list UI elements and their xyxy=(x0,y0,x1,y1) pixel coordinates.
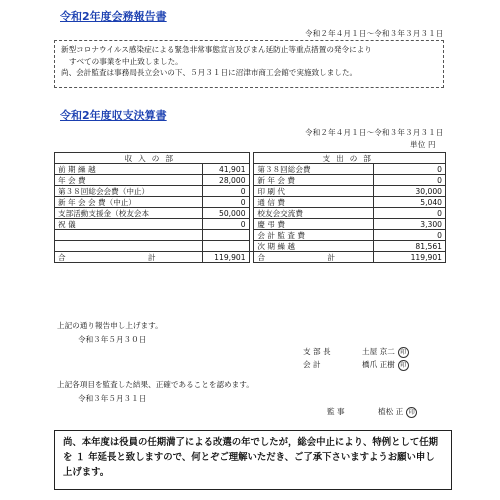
income-total-label: 合 計 xyxy=(55,252,203,263)
expense-value: 3,300 xyxy=(374,219,446,230)
income-value xyxy=(202,230,249,241)
auditor-name-row xyxy=(378,406,417,418)
expense-header: 支出の部 xyxy=(254,153,446,164)
income-total-value: 119,901 xyxy=(202,252,249,263)
expense-label: 会 計 監 査 費 xyxy=(254,230,374,241)
ledger-total-row xyxy=(55,252,446,263)
ledger-row xyxy=(55,164,446,175)
report-line: 新型コロナウイルス感染症による緊急非常事態宣言及びまん延防止等重点措置の発令により xyxy=(61,45,372,54)
income-value: 0 xyxy=(202,197,249,208)
expense-label: 印 刷 代 xyxy=(254,186,374,197)
expense-value: 81,561 xyxy=(374,241,446,252)
expense-value: 0 xyxy=(374,164,446,175)
report-line: すべての事業を中止致しました。 xyxy=(69,56,183,66)
income-label: 支部活動支援金（校友会本 xyxy=(55,208,203,219)
expense-total-label: 合 計 xyxy=(254,252,374,263)
ledger-row xyxy=(55,230,446,241)
ledger-row xyxy=(55,219,446,230)
footer-note: 尚、本年度は役員の任期満了による改選の年でしたが，総会中止により、特例として任期を １ 年延長と致しますので、何とぞご理解いただき、ご了承下さいますようお願い申し上げます。 xyxy=(54,430,452,490)
signer-role: 会 計 xyxy=(303,360,321,369)
seal-icon: 印 xyxy=(398,347,409,358)
finance-title: 令和2年度収支決算書 xyxy=(60,109,167,122)
expense-label: 校友会交流費 xyxy=(254,208,374,219)
signer-name-row xyxy=(362,359,409,371)
income-value: 41,901 xyxy=(202,164,249,175)
income-label: 新 年 会 会 費（中止） xyxy=(55,197,203,208)
expense-label: 慶 弔 費 xyxy=(254,219,374,230)
report-line: 尚、会計監査は事務局長立会いの下、５月３１日に沼津市商工会館で実施致しました。 xyxy=(61,68,358,77)
expense-label: 新 年 会 費 xyxy=(254,175,374,186)
income-label xyxy=(55,241,203,252)
expense-label: 第３８回総会費 xyxy=(254,164,374,175)
auditor-role: 監 事 xyxy=(327,407,345,416)
income-value: 50,000 xyxy=(202,208,249,219)
expense-total-value: 119,901 xyxy=(374,252,446,263)
income-label xyxy=(55,230,203,241)
expense-value: 30,000 xyxy=(374,186,446,197)
ledger-row xyxy=(55,197,446,208)
expense-value: 0 xyxy=(374,208,446,219)
income-header: 収入の部 xyxy=(55,153,250,164)
auditor-name: 植松 正 xyxy=(378,407,404,416)
ledger-row xyxy=(55,175,446,186)
report-period: 令和２年４月１日～令和３年３月３１日 xyxy=(305,29,444,38)
income-value xyxy=(202,241,249,252)
expense-value: 0 xyxy=(374,230,446,241)
signer-name: 土屋 京二 xyxy=(362,347,395,356)
statement1-text: 上記の通り報告申し上げます。 xyxy=(57,321,163,330)
report-notice xyxy=(54,40,444,88)
report-title: 令和2年度会務報告書 xyxy=(60,10,167,23)
signer-name-row xyxy=(362,346,409,358)
statement2-text: 上記各項目を監査した結果、正確であることを認めます。 xyxy=(57,380,254,389)
expense-value: 5,040 xyxy=(374,197,446,208)
ledger-row xyxy=(55,241,446,252)
finance-period: 令和２年４月１日～令和３年３月３１日 xyxy=(305,128,444,137)
finance-unit: 単位 円 xyxy=(410,140,436,149)
income-label: 前 期 繰 越 xyxy=(55,164,203,175)
statement1-date: 令和３年５月３０日 xyxy=(78,335,147,344)
seal-icon: 印 xyxy=(406,407,417,418)
ledger-row xyxy=(55,186,446,197)
signer-role: 支 部 長 xyxy=(303,347,331,356)
income-value: 0 xyxy=(202,219,249,230)
expense-value: 0 xyxy=(374,175,446,186)
seal-icon: 印 xyxy=(398,360,409,371)
income-value: 0 xyxy=(202,186,249,197)
signer-name: 橋爪 正樹 xyxy=(362,360,395,369)
expense-label: 次 期 繰 越 xyxy=(254,241,374,252)
income-value: 28,000 xyxy=(202,175,249,186)
ledger-row xyxy=(55,208,446,219)
income-label: 年 会 費 xyxy=(55,175,203,186)
income-label: 祝 儀 xyxy=(55,219,203,230)
statement2-date: 令和３年５月３１日 xyxy=(78,394,147,403)
expense-label: 通 信 費 xyxy=(254,197,374,208)
ledger-table xyxy=(54,152,446,263)
ledger-header-row xyxy=(55,153,446,164)
income-label: 第３８回総会会費（中止） xyxy=(55,186,203,197)
